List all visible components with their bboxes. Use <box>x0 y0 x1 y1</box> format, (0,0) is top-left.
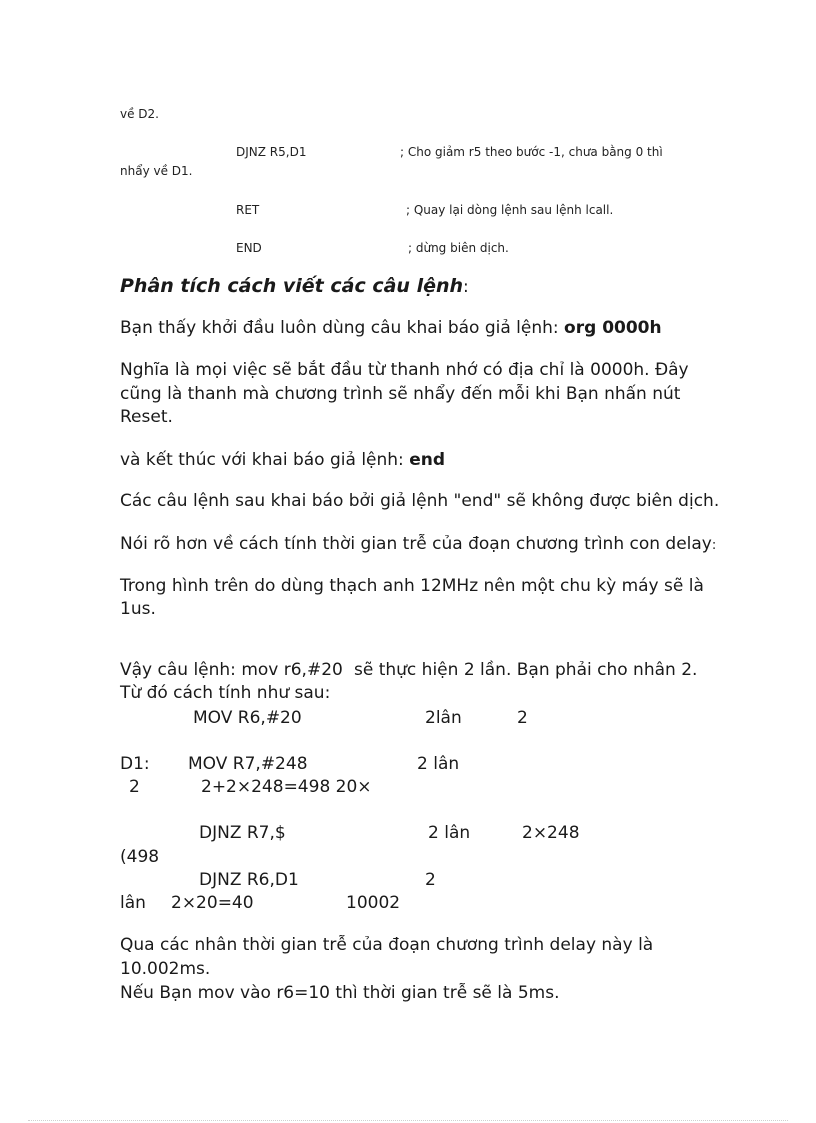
paragraph-end-text: và kết thúc với khai báo giả lệnh: <box>120 450 410 470</box>
paragraph-meaning-line-3: Reset. <box>120 407 173 427</box>
paragraph-crystal-line-2: 1us. <box>120 599 156 619</box>
page-bottom-border <box>28 1120 788 1121</box>
paragraph-mov-suffix: sẽ thực hiện 2 lần. Bạn phải cho nhân 2. <box>354 660 698 680</box>
calc-row2-col1: 2 lân <box>417 754 460 774</box>
calc-row4b-b: 2×20=40 <box>171 893 254 913</box>
calc-row2-instruction: MOV R7,#248 <box>188 754 308 774</box>
paragraph-mov-prefix: Vậy câu lệnh: mov r6,#20 <box>120 660 343 680</box>
paragraph-result-line-2: 10.002ms. <box>120 959 211 979</box>
paragraph-meaning-line-2: cũng là thanh mà chương trình sẽ nhẩy đến mỗi khi Bạn nhấn nút <box>120 384 681 404</box>
paragraph-mov-line-2: Từ đó cách tính như sau: <box>120 683 331 703</box>
code-comment-continuation: nhẩy về D1. <box>120 164 193 178</box>
paragraph-meaning-line-1: Nghĩa là mọi việc sẽ bắt đầu từ thanh nhớ có địa chỉ là 0000h. Đây <box>120 360 689 380</box>
calc-row3-col1: 2 lân <box>428 823 471 843</box>
paragraph-crystal-line-1: Trong hình trên do dùng thạch anh 12MHz nên một chu kỳ máy sẽ là <box>120 576 704 596</box>
paragraph-delay <box>120 534 716 554</box>
paragraph-org <box>120 318 662 338</box>
calc-row4b-c: 10002 <box>346 893 401 913</box>
paragraph-delay-colon: : <box>711 538 717 553</box>
calc-row3b: (498 <box>120 847 160 867</box>
calc-row2-label: D1: <box>120 754 150 774</box>
calc-row1-instruction: MOV R6,#20 <box>193 708 302 728</box>
calc-row3-instruction: DJNZ R7,$ <box>199 823 286 843</box>
code-instruction-ret: RET <box>236 203 260 217</box>
code-instruction-djnz-r5: DJNZ R5,D1 <box>236 145 307 159</box>
paragraph-after-end: Các câu lệnh sau khai báo bởi giả lệnh "end" sẽ không được biên dịch. <box>120 491 720 511</box>
code-comment-end: ; dừng biên dịch. <box>408 241 509 255</box>
paragraph-end <box>120 450 445 470</box>
paragraph-end-keyword: end <box>409 450 445 470</box>
paragraph-org-text: Bạn thấy khởi đầu luôn dùng câu khai báo giả lệnh: <box>120 318 565 338</box>
paragraph-result-line-1: Qua các nhân thời gian trễ của đoạn chương trình delay này là <box>120 935 654 955</box>
calc-row4b-a: lân <box>120 893 146 913</box>
paragraph-delay-text: Nói rõ hơn về cách tính thời gian trễ của đoạn chương trình con delay <box>120 534 712 554</box>
heading-text: Phân tích cách viết các câu lệnh <box>120 275 464 297</box>
calc-row1-col1: 2lân <box>425 708 462 728</box>
calc-row4-instruction: DJNZ R6,D1 <box>199 870 299 890</box>
calc-row4-col1: 2 <box>425 870 436 890</box>
calc-row2b-b: 2+2×248=498 20× <box>201 777 372 797</box>
paragraph-result-line-3: Nếu Bạn mov vào r6=10 thì thời gian trễ sẽ là 5ms. <box>120 983 560 1003</box>
heading-colon: : <box>463 277 469 297</box>
code-comment-ret: ; Quay lại dòng lệnh sau lệnh lcall. <box>406 203 614 217</box>
section-heading <box>120 275 469 297</box>
calc-row1-col2: 2 <box>517 708 528 728</box>
code-comment-djnz-r5: ; Cho giảm r5 theo bước -1, chưa bằng 0 thì <box>400 145 663 159</box>
calc-row2b-a: 2 <box>129 777 140 797</box>
code-instruction-end: END <box>236 241 262 255</box>
paragraph-org-keyword: org 0000h <box>564 318 662 338</box>
code-continuation-line: về D2. <box>120 107 159 121</box>
calc-row3-col2: 2×248 <box>522 823 580 843</box>
